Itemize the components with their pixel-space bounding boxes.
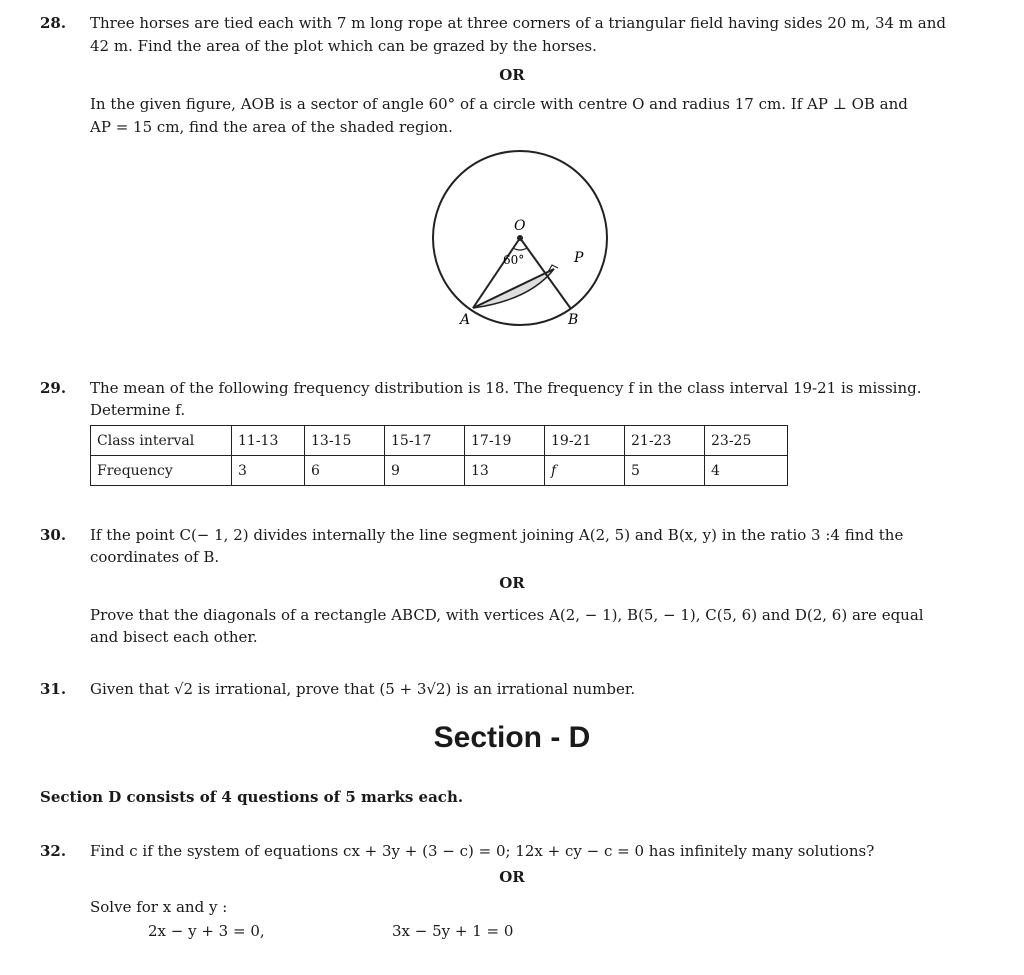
table-row-class-interval <box>91 426 788 456</box>
question-text-line: Given that √2 is irrational, prove that (5 + 3√2) is an irrational number. <box>90 680 636 698</box>
question-number: 31. <box>40 680 67 698</box>
question-text-line: Prove that the diagonals of a rectangle ABCD, with vertices A(2, − 1), B(5, − 1), C(5, 6) and D(2, 6) are equal <box>90 606 924 624</box>
question-number: 30. <box>40 526 67 544</box>
table-cell: 19-21 <box>545 426 625 456</box>
question-text-line: and bisect each other. <box>90 628 258 646</box>
table-cell: 21-23 <box>625 426 705 456</box>
section-title: Section - D <box>433 721 591 754</box>
equation-2: 3x − 5y + 1 = 0 <box>392 922 514 940</box>
question-text-line: If the point C(− 1, 2) divides internally the line segment joining A(2, 5) and B(x, y) in the ratio 3 :4 find the <box>90 526 904 544</box>
table-row-frequency <box>91 456 788 486</box>
table-cell: 3 <box>232 456 305 486</box>
or-separator: OR <box>499 574 525 592</box>
equation-1: 2x − y + 3 = 0, <box>148 922 265 940</box>
centre-point <box>517 235 523 241</box>
row-header: Frequency <box>91 456 232 486</box>
or-separator: OR <box>499 868 525 886</box>
question-text-line: Determine f. <box>90 401 186 419</box>
question-number: 28. <box>40 14 67 32</box>
table-cell: 17-19 <box>465 426 545 456</box>
label-angle: 60° <box>503 253 525 267</box>
frequency-table <box>90 425 788 486</box>
table-cell: 11-13 <box>232 426 305 456</box>
table-cell: 23-25 <box>705 426 788 456</box>
angle-arc <box>513 248 527 250</box>
question-text-line: coordinates of B. <box>90 548 220 566</box>
label-o: O <box>514 218 526 234</box>
question-text-line: 42 m. Find the area of the plot which can be grazed by the horses. <box>90 37 597 55</box>
table-cell: 4 <box>705 456 788 486</box>
table-cell: 5 <box>625 456 705 486</box>
table-cell: 13 <box>465 456 545 486</box>
table-cell: 6 <box>305 456 385 486</box>
label-b: B <box>568 312 579 328</box>
table-cell: 9 <box>385 456 465 486</box>
sector-figure <box>0 0 1024 340</box>
label-p: P <box>574 250 584 266</box>
row-header: Class interval <box>91 426 232 456</box>
question-number: 29. <box>40 379 67 397</box>
table-cell: 15-17 <box>385 426 465 456</box>
question-text-line: Three horses are tied each with 7 m long rope at three corners of a triangular field having sides 20 m, 34 m and <box>90 14 947 32</box>
label-a: A <box>460 312 471 328</box>
question-number: 32. <box>40 842 67 860</box>
solve-label: Solve for x and y : <box>90 898 228 916</box>
table-cell: 13-15 <box>305 426 385 456</box>
question-text-line: The mean of the following frequency distribution is 18. The frequency f in the class interval 19-21 is missing. <box>90 379 922 397</box>
question-text-line: In the given figure, AOB is a sector of angle 60° of a circle with centre O and radius 17 cm. If AP ⊥ OB and <box>90 95 908 113</box>
question-text-line: AP = 15 cm, find the area of the shaded region. <box>90 118 453 136</box>
section-description: Section D consists of 4 questions of 5 marks each. <box>40 788 464 806</box>
question-text-line: Find c if the system of equations cx + 3y + (3 − c) = 0; 12x + cy − c = 0 has infinitely many solutions? <box>90 842 875 860</box>
or-separator: OR <box>499 66 525 84</box>
table-cell: f <box>545 456 625 486</box>
